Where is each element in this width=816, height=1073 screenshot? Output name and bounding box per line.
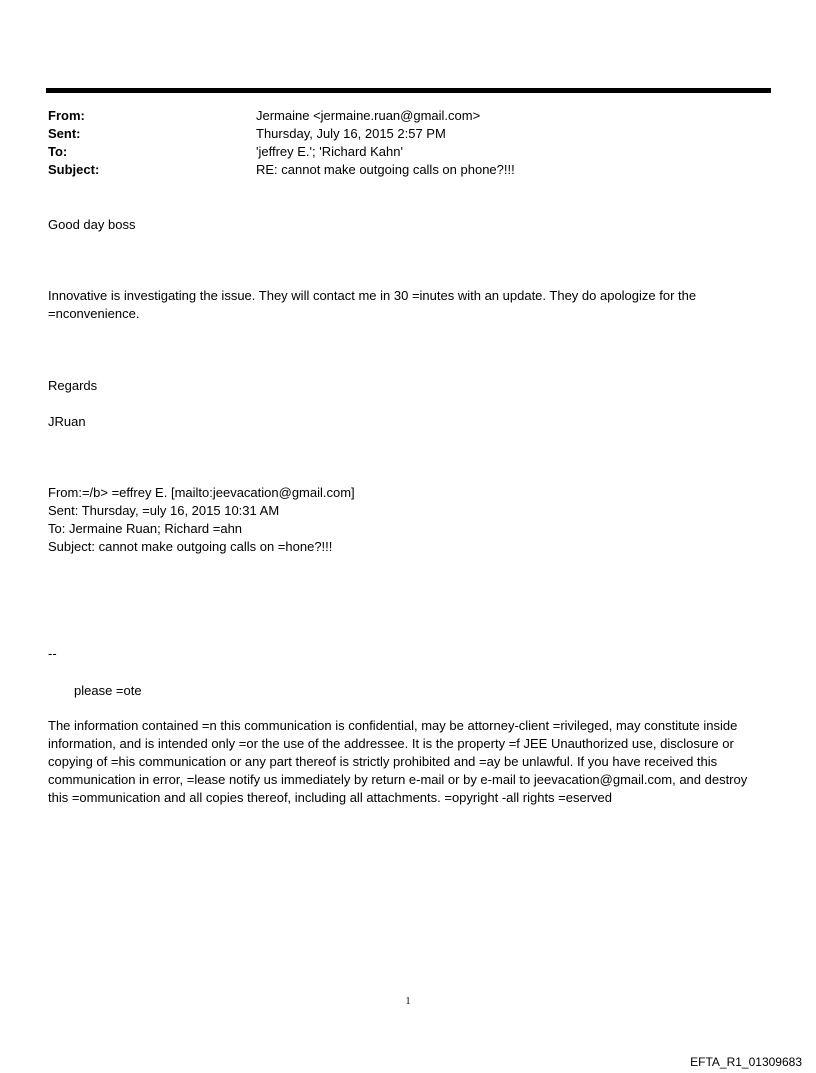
sent-value: Thursday, July 16, 2015 2:57 PM [256,126,446,141]
subject-label: Subject: [48,162,100,177]
header-rule [46,88,771,93]
from-label: From: [48,108,85,123]
quoted-from-line: From:=/b> =effrey E. [mailto:jeevacation@gmail.com] [48,485,355,500]
message-paragraph: Innovative is investigating the issue. They will contact me in 30 =inutes with an update. They do apologize for the =nconvenience. [48,288,697,321]
bates-number: EFTA_R1_01309683 [690,1055,802,1069]
from-value: Jermaine <jermaine.ruan@gmail.com> [256,108,481,123]
greeting: Good day boss [48,217,136,232]
regards: Regards [48,378,98,393]
to-label: To: [48,144,68,159]
page-number: 1 [405,996,411,1007]
subject-value: RE: cannot make outgoing calls on phone?!!! [256,162,515,177]
signature-separator: -- [48,646,57,661]
note-heading: please =ote [74,683,142,698]
quoted-subject-line: Subject: cannot make outgoing calls on =hone?!!! [48,539,333,554]
sent-label: Sent: [48,126,81,141]
to-value: 'jeffrey E.'; 'Richard Kahn' [256,144,403,159]
quoted-sent-line: Sent: Thursday, =uly 16, 2015 10:31 AM [48,503,280,518]
disclaimer-paragraph: The information contained =n this communication is confidential, may be attorney-client =rivileged, may constitute inside information, and is intended only =or the use of the addressee. It is the property =f JEE Unauthorized use, disclosure or copying of =his communication or any part thereof is strictly prohibited and =ay be unlawful. If you have received this communication in error, =lease notify us immediately by return e-mail or by e-mail to jeevacation@gmail.com, and destroy this =ommunication and all copies thereof, including all attachments. =opyright -all rights =eserved [48,718,748,805]
signature: JRuan [48,414,86,429]
quoted-to-line: To: Jermaine Ruan; Richard =ahn [48,521,243,536]
